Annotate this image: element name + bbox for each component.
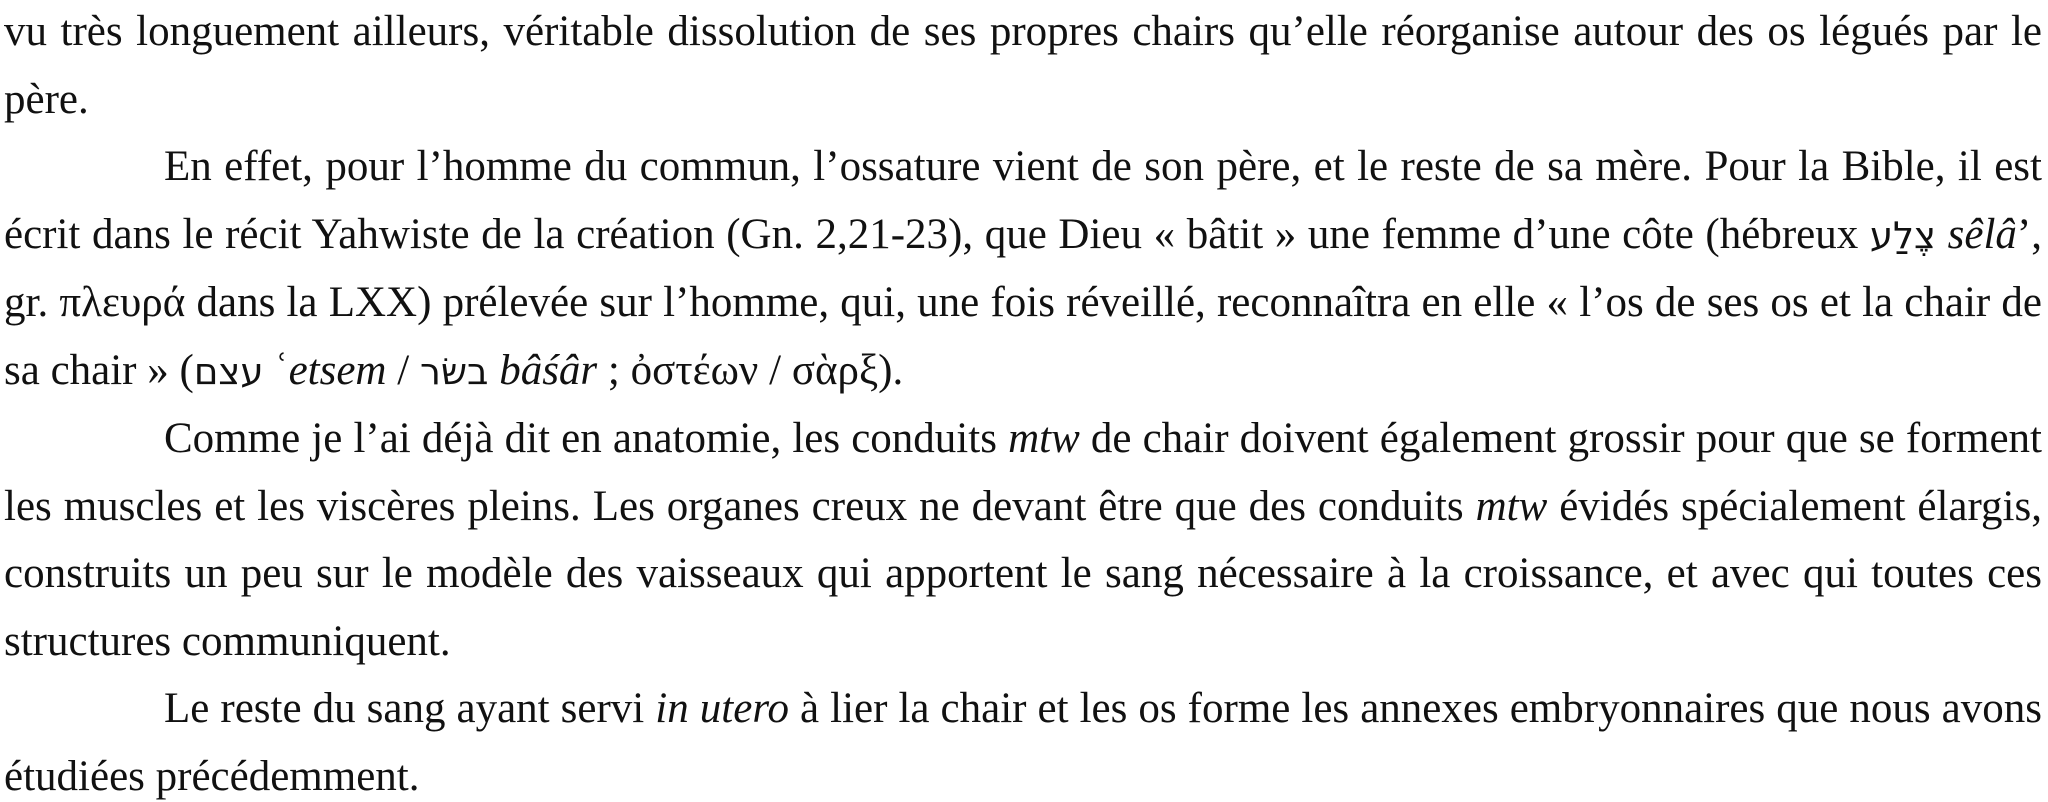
text-segment: ).	[878, 346, 904, 394]
paragraph-bible-creation	[4, 133, 2042, 405]
text-segment	[1936, 211, 1948, 258]
text-segment: /	[758, 346, 792, 394]
greek-word-osteon: ὀστέων	[630, 346, 759, 394]
text-segment: Le reste du sang ayant servi	[164, 685, 656, 732]
transliteration-sela: sêlâ	[1947, 210, 2017, 258]
paragraph-continuation	[4, 0, 2042, 133]
paragraph-anatomy-conduits	[4, 405, 2042, 675]
transliteration-etsem: etsem	[288, 346, 387, 394]
text-segment: à lier la chair et les os forme les annexes embryonnaires que nous avons étudiées précédemment.	[4, 685, 2043, 800]
text-segment: En effet, pour l’homme du commun, l’ossature vient de son père, et le reste de sa mère. Pour la Bible, il est écrit dans le récit Yahwiste de la création (Gn. 2,21-23), que Dieu « bâtit » une femme d’une côte (hébreux	[4, 143, 2042, 258]
text-segment: vu très longuement ailleurs, véritable dissolution de ses propres chairs qu’elle réorganise autour des os légués par le père.	[4, 8, 2042, 123]
text-segment: ;	[597, 346, 631, 394]
text-segment: /	[386, 346, 420, 394]
text-segment: évidés spécialement élargis, construits un peu sur le modèle des vaisseaux qui apportent le sang nécessaire à la croissance, et avec qui toutes ces structures communiquent.	[4, 482, 2042, 665]
term-in-utero: in utero	[655, 685, 789, 732]
paragraph-embryonic-annexes	[4, 675, 2042, 802]
text-segment: ’, gr.	[4, 210, 2042, 326]
greek-word-pleura: πλευρά	[59, 279, 186, 326]
text-segment: de chair doivent également grossir pour que se forment les muscles et les viscères pleins. Les organes creux ne devant être que des conduits	[4, 415, 2042, 530]
hebrew-word-etsem: עצם	[193, 349, 264, 393]
transliteration-basar: bâśâr	[499, 346, 598, 394]
text-segment	[488, 347, 499, 394]
hebrew-word-tsela: צֶלַע	[1869, 213, 1937, 257]
hebrew-word-basar: בשׂר	[419, 349, 489, 393]
text-segment: Comme je l’ai déjà dit en anatomie, les conduits	[164, 415, 1009, 462]
term-mtw: mtw	[1475, 482, 1548, 530]
text-segment: dans la LXX) prélevée sur l’homme, qui, une fois réveillé, reconnaîtra en elle « l’os de ses os et la chair de sa chair » (	[4, 279, 2042, 394]
term-mtw: mtw	[1008, 415, 1080, 462]
greek-word-sarx: σὰρξ	[791, 346, 879, 394]
text-segment: ʿ	[263, 346, 289, 394]
